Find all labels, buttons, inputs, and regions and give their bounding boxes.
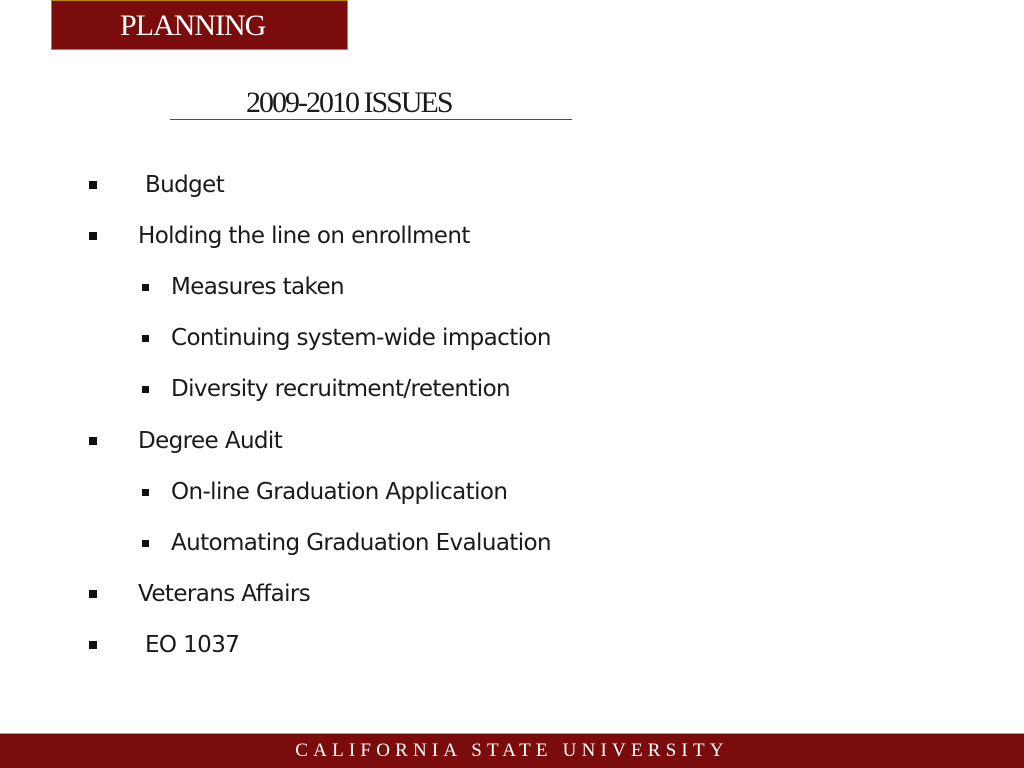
square-bullet-icon [89, 232, 97, 240]
square-bullet-icon [89, 181, 97, 189]
list-item-text: Automating Graduation Evaluation [171, 530, 551, 556]
list-item-text: Diversity recruitment/retention [171, 376, 511, 402]
list-item-text: On-line Graduation Application [171, 479, 508, 505]
square-bullet-icon [89, 437, 97, 445]
square-bullet-icon [89, 641, 97, 649]
list-item-text: EO 1037 [145, 632, 240, 658]
slide-subtitle: 2009-2010 ISSUES [246, 86, 452, 119]
list-item [0, 629, 700, 661]
list-item [0, 271, 700, 303]
footer-text: CALIFORNIA STATE UNIVERSITY [295, 740, 729, 761]
list-item-text: Holding the line on enrollment [138, 223, 470, 249]
square-bullet-icon [142, 540, 149, 547]
list-item-text: Veterans Affairs [138, 581, 311, 607]
list-item-text: Measures taken [171, 274, 344, 300]
list-item-text: Degree Audit [138, 428, 283, 454]
list-item [0, 169, 700, 201]
list-item [0, 578, 700, 610]
list-item-text: Continuing system-wide impaction [171, 325, 551, 351]
square-bullet-icon [142, 386, 149, 393]
square-bullet-icon [89, 590, 97, 598]
list-item [0, 476, 700, 508]
slide-title: PLANNING [120, 9, 266, 42]
footer-banner [0, 733, 1024, 768]
square-bullet-icon [142, 284, 149, 291]
list-item [0, 220, 700, 252]
list-item [0, 527, 700, 559]
list-item [0, 425, 700, 457]
list-item-text: Budget [145, 172, 225, 198]
square-bullet-icon [142, 489, 149, 496]
square-bullet-icon [142, 335, 149, 342]
list-item [0, 322, 700, 354]
list-item [0, 373, 700, 405]
